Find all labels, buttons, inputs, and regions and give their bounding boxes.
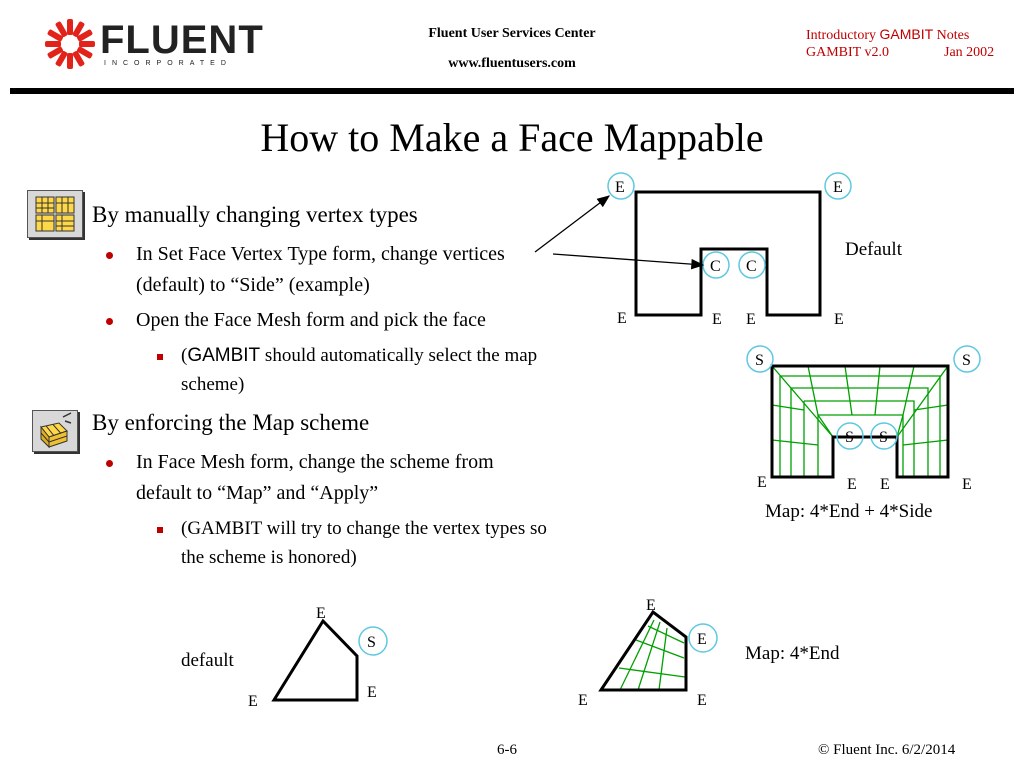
pointer-arrow (553, 254, 703, 265)
highlight-ring (359, 627, 387, 655)
vertex-label-s: S (962, 352, 971, 369)
vertex-label-e: E (847, 476, 857, 493)
vertex-label-e: E (746, 311, 756, 328)
mapped-triangle-face-diagram (578, 597, 840, 709)
vertex-label-c: C (710, 258, 721, 275)
bullet-1-text: By manually changing vertex types (92, 202, 418, 227)
highlight-ring (871, 423, 897, 449)
vertex-label-c: C (746, 258, 757, 275)
copyright: © Fluent Inc. 6/2/2014 (818, 742, 956, 758)
highlight-ring (747, 346, 773, 372)
header-divider (10, 88, 1014, 94)
highlight-ring (825, 173, 851, 199)
bullet-1-1-text: In Set Face Vertex Type form, change vertices (default) to “Side” (example) (136, 243, 505, 296)
fluent-logo-burst-icon (44, 18, 96, 70)
header-date: Jan 2002 (944, 45, 995, 60)
bullet-2-1-1-text: (GAMBIT will try to change the vertex types so the scheme is honored) (181, 518, 547, 568)
mesh-lines (619, 620, 685, 690)
default-caption: Default (845, 239, 902, 260)
vertex-label-e: E (834, 311, 844, 328)
mapped-u-outline (772, 366, 948, 477)
logo-subtitle: INCORPORATED (104, 60, 232, 67)
vertex-label-e: E (757, 474, 767, 491)
highlight-ring (608, 173, 634, 199)
triangle-face-outline (274, 621, 357, 700)
vertex-label-e: E (880, 476, 890, 493)
mapped-u-face-diagram (747, 346, 980, 522)
course-gambit: GAMBIT (879, 26, 934, 42)
fluent-logo (44, 18, 264, 68)
header-center-url[interactable]: www.fluentusers.com (448, 56, 576, 71)
default-triangle-face-diagram (181, 605, 387, 710)
bullet-2-1-text: In Face Mesh form, change the scheme from default to “Map” and “Apply” (136, 451, 494, 504)
page-title: How to Make a Face Mappable (260, 115, 764, 160)
vertex-label-e: E (697, 692, 707, 709)
pointer-arrow (535, 196, 609, 252)
vertex-label-e: E (248, 693, 258, 710)
bullet-2-text: By enforcing the Map scheme (92, 410, 370, 435)
bullet-1-2-1-rest: should automatically select the map scheme) (181, 345, 538, 395)
highlight-ring (703, 252, 729, 278)
vertex-label-e: E (962, 476, 972, 493)
mapped-triangle-outline (601, 612, 686, 690)
vertex-label-e: E (617, 310, 627, 327)
vertex-label-e: E (646, 597, 656, 614)
vertex-label-s: S (845, 429, 854, 446)
vertex-label-e: E (833, 179, 843, 196)
mesh-lines (772, 366, 948, 477)
vertex-label-e: E (367, 684, 377, 701)
vertex-label-e: E (316, 605, 326, 622)
vertex-label-e: E (697, 631, 707, 648)
header-course-title (806, 26, 969, 44)
vertex-type-icon[interactable] (27, 190, 83, 238)
highlight-ring (689, 624, 717, 652)
bullet-1-1-marker (106, 252, 113, 259)
vertex-label-s: S (755, 352, 764, 369)
default-u-face-diagram (608, 173, 903, 328)
course-suffix: Notes (933, 28, 970, 43)
bullet-2-1-1-marker (157, 527, 163, 533)
logo-name: FLUENT (100, 18, 264, 62)
bullet-1-2-1-open: ( (181, 345, 188, 366)
page-number: 6-6 (497, 742, 517, 758)
bullet-1-2-marker (106, 318, 113, 325)
bullet-1-2-1-gambit: GAMBIT (187, 345, 261, 366)
highlight-ring (837, 423, 863, 449)
highlight-ring (954, 346, 980, 372)
header-version: GAMBIT v2.0 (806, 45, 889, 60)
face-mesh-icon[interactable] (32, 410, 78, 452)
vertex-label-s: S (367, 634, 376, 651)
tri-default-caption: default (181, 650, 234, 671)
course-prefix: Introductory (806, 28, 880, 43)
vertex-label-e: E (712, 311, 722, 328)
bullet-1-2-1-text (181, 341, 591, 399)
header-center-title: Fluent User Services Center (428, 26, 596, 41)
highlight-ring (739, 252, 765, 278)
bullet-1-2-1-marker (157, 354, 163, 360)
vertex-label-s: S (879, 429, 888, 446)
bullet-2-1-marker (106, 460, 113, 467)
u-face-outline (636, 192, 820, 315)
vertex-label-e: E (578, 692, 588, 709)
tri-map-caption: Map: 4*End (745, 643, 840, 664)
vertex-label-e: E (615, 179, 625, 196)
map-caption: Map: 4*End + 4*Side (765, 501, 933, 522)
bullet-1-2-text: Open the Face Mesh form and pick the face (136, 309, 486, 331)
